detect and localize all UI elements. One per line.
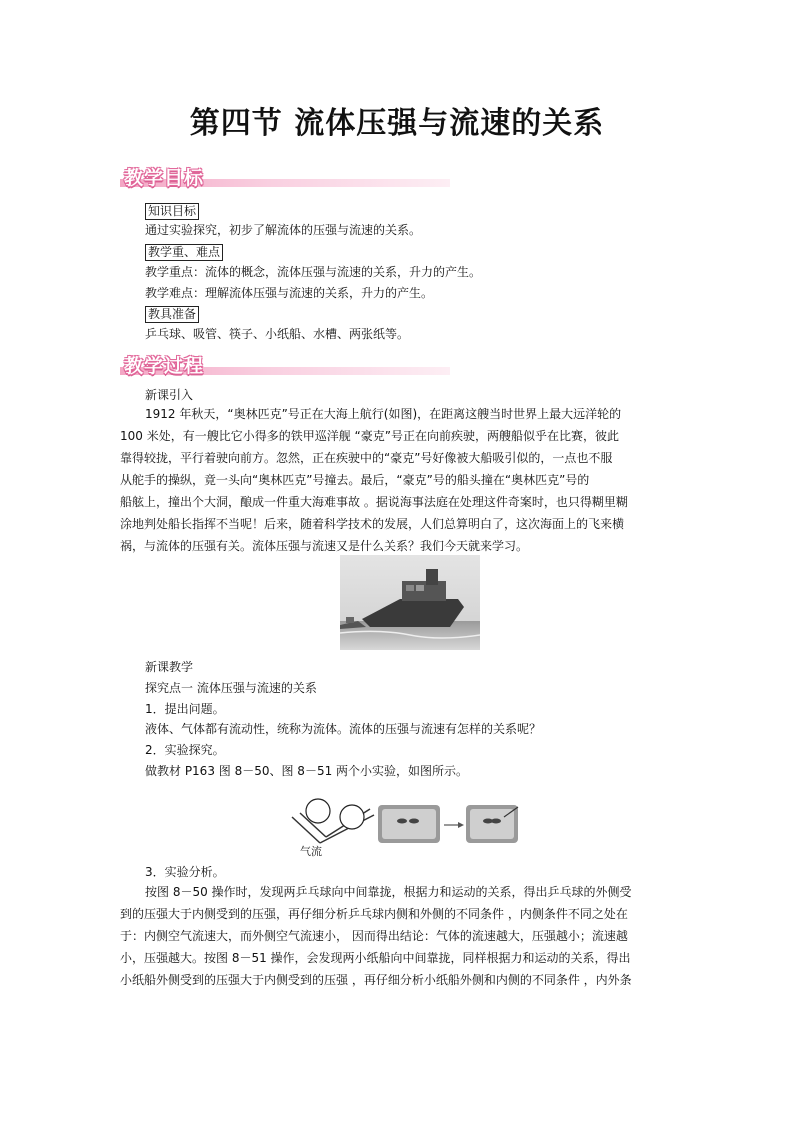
- step-1: 1．提出问题。: [145, 702, 225, 716]
- paragraph-line: 从舵手的操纵，竟一头向“奥林匹克”号撞去。最后，“豪克”号的船头撞在“奥林匹克”号的: [120, 473, 590, 487]
- paragraph-line: 1912 年秋天，“奥林匹克”号正在大海上航行(如图)，在距离这艘当时世界上最大远洋轮的: [145, 407, 622, 421]
- paragraph-line: 船舷上，撞出个大洞，酿成一件重大海难事故 。据说海事法庭在处理这件奇案时，也只得糊里糊: [120, 495, 628, 509]
- section-banner-goals: [120, 163, 450, 191]
- paragraph-line: 100 米处，有一艘比它小得多的铁甲巡洋舰 “豪克”号正在向前疾驶，两艘船似乎在比赛，彼此: [120, 429, 619, 443]
- intro-paragraph: [120, 403, 670, 557]
- step-1-text: 液体、气体都有流动性，统称为流体。流体的压强与流速有怎样的关系呢？: [145, 722, 542, 736]
- banner-text: 教学过程: [124, 355, 205, 377]
- step-2-text: 做教材 P163 图 8－50、图 8－51 两个小实验，如图所示。: [145, 764, 469, 778]
- tools-label: 教具准备: [145, 306, 199, 323]
- key-point-text: 教学重点：流体的概念，流体压强与流速的关系，升力的产生。: [145, 265, 482, 279]
- paragraph-line: 按图 8－50 操作时，发现两乒乓球向中间靠拢，根据力和运动的关系，得出乒乓球的外侧受: [145, 885, 632, 899]
- paragraph-line: 祸，与流体的压强有关。流体压强与流速又是什么关系？我们今天就来学习。: [120, 539, 529, 553]
- banner-text: 教学目标: [124, 167, 205, 189]
- paragraph-line: 小，压强越大。按图 8－51 操作，会发现两小纸船向中间靠拢，同样根据力和运动的关系，得出: [120, 951, 631, 965]
- knowledge-goal-label: 知识目标: [145, 203, 199, 220]
- section-banner-process: [120, 351, 450, 379]
- knowledge-goal-text: 通过实验探究，初步了解流体的压强与流速的关系。: [145, 223, 422, 237]
- intro-heading: 新课引入: [145, 388, 194, 402]
- step-3: 3．实验分析。: [145, 865, 225, 879]
- tools-text: 乒乓球、吸管、筷子、小纸船、水槽、两张纸等。: [145, 327, 410, 341]
- paragraph-line: 于：内侧空气流速大，而外侧空气流速小， 因而得出结论：气体的流速越大，压强越小；流速越: [120, 929, 628, 943]
- paragraph-line: 涂地判处船长指挥不当呢！后来，随着科学技术的发展，人们总算明白了，这次海面上的飞来横: [120, 517, 625, 531]
- step-2: 2．实验探究。: [145, 743, 225, 757]
- page-title: 第四节 流体压强与流速的关系: [189, 106, 605, 141]
- difficulty-text: 教学难点：理解流体压强与流速的关系，升力的产生。: [145, 286, 434, 300]
- experiment-figure: [290, 795, 520, 857]
- key-points-label: 教学重、难点: [145, 244, 223, 261]
- analysis-paragraph: [120, 881, 670, 991]
- paragraph-line: 靠得较拢，平行着驶向前方。忽然，正在疾驶中的“豪克”号好像被大船吸引似的，一点也不服: [120, 451, 613, 465]
- paragraph-line: 小纸船外侧受到的压强大于内侧受到的压强 ，再仔细分析小纸船外侧和内侧的不同条件 ，内外条: [120, 973, 632, 987]
- airflow-label: 气流: [300, 845, 322, 857]
- teach-heading: 新课教学: [145, 660, 194, 674]
- inquiry-point-1: 探究点一 流体压强与流速的关系: [145, 681, 317, 695]
- ship-photo: [340, 555, 480, 650]
- paragraph-line: 到的压强大于内侧受到的压强，再仔细分析乒乓球内侧和外侧的不同条件 ，内侧条件不同之处在: [120, 907, 628, 921]
